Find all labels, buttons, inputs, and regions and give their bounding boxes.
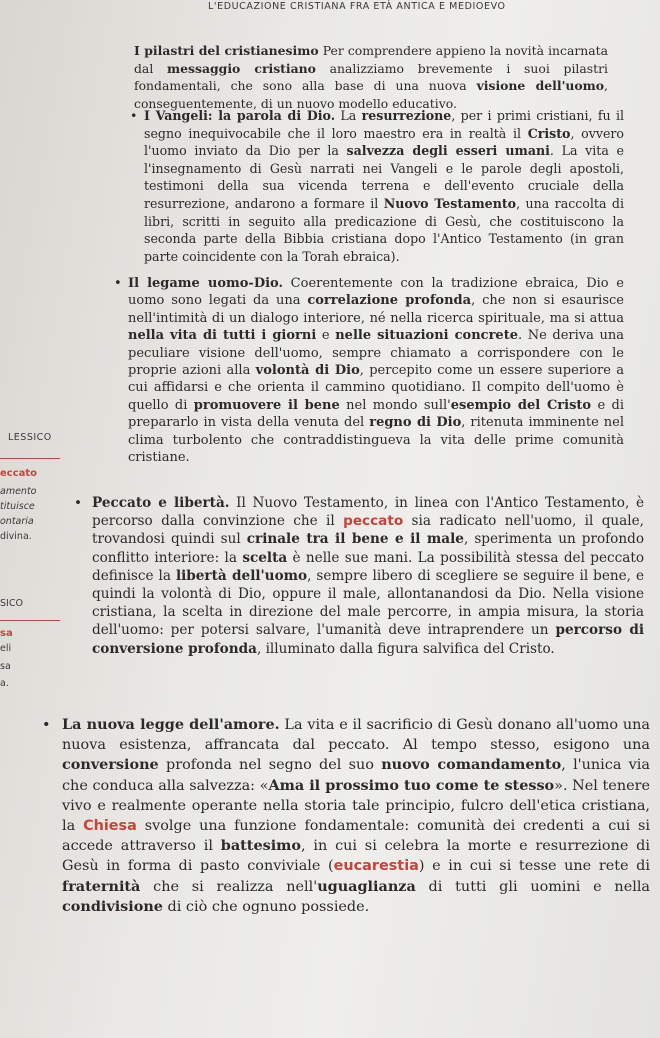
glossary-entry: sa <box>0 628 13 639</box>
glossary-entry-peccato: eccato <box>0 468 38 479</box>
divider <box>0 458 60 459</box>
glossary-term-eucarestia[interactable]: eucarestia <box>333 858 419 875</box>
bullet-dot: • <box>130 108 138 123</box>
bullet-vangeli: • I Vangeli: la parola di Dio. La resurrezione, per i primi cristiani, fu il segno inequivocabile che il loro maestro era in realtà il Cristo, ovvero l'uomo inviato da Dio per la salvezza degli esseri umani. La vita e l'insegnamento di Gesù narrati nei Vangeli e le parole degli apostoli, testimoni della sua vicenda terrena e dell'evento cruciale della resurrezione, andarono a formare il Nuovo Testamento, una raccolta di libri, scritti in seguito alla predicazione di Gesù, che costituiscono la seconda parte della Bibbia cristiana dopo l'Antico Testamento (in gran parte coincidente con la Torah ebraica). <box>130 108 625 264</box>
bullet-legame: • Il legame uomo-Dio. Coerentemente con la tradizione ebraica, Dio e uomo sono legati da una correlazione profonda, che non si esaurisce nell'intimità di un dialogo interiore, né nella ricerca spirituale, ma si attua nella vita di tutti i giorni e nelle situazioni concrete. Ne deriva una peculiare visione dell'uomo, sempre chiamato a corrispondere con le proprie azioni alla volontà di Dio, percepito come un essere superiore a cui affidarsi e che orienta il cammino quotidiano. Il compito dell'uomo è quello di promuovere il bene nel mondo sull'esempio del Cristo e di prepararlo in vista della venuta del regno di Dio, ritenuta imminente nel clima turbolento che contraddistingueva la vita delle prime comunità cristiane. <box>114 276 625 466</box>
bullet-dot: • <box>114 276 122 291</box>
intro-lead: I pilastri del cristianesimo <box>134 43 319 58</box>
glossary-text-line: ontaria <box>0 516 34 527</box>
glossary-text-line: amento <box>0 486 37 497</box>
bullet-heading: I Vangeli: la parola di Dio. <box>144 108 336 123</box>
glossary-text-line: a. <box>0 678 9 689</box>
glossary-term-peccato[interactable]: peccato <box>343 513 404 530</box>
glossary-text-line: divina. <box>0 531 32 542</box>
divider <box>0 620 60 621</box>
bullet-peccato: • Peccato e libertà. Il Nuovo Testamento, in linea con l'Antico Testamento, è percorso dalla convinzione che il peccato sia radicato nell'uomo, il quale, trovandosi quindi sul crinale tra il bene e il male, sperimenta un profondo conflitto interiore: la scelta è nelle sue mani. La possibilità stessa del peccato definisce la libertà dell'uomo, sempre libero di scegliere se seguire il bene, e quindi la volontà di Dio, oppure il male, allontanandosi da Dio. Nella visione cristiana, la scelta in direzione del male percorre, in ampia misura, la storia dell'uomo: per potersi salvare, l'umanità deve intraprendere un percorso di conversione profonda, illuminato dalla figura salvifica del Cristo. <box>74 495 645 657</box>
bullet-heading: Peccato e libertà. <box>92 495 230 511</box>
lessico-label: LESSICO <box>8 432 52 443</box>
intro-paragraph: I pilastri del cristianesimo Per comprendere appieno la novità incarnata dal messaggio cristiano analizziamo brevemente i suoi pilastri fondamentali, che sono alla base di una nuova visione dell'uomo, conseguentemente, di un nuovo modello educativo. <box>134 43 609 111</box>
glossary-text-line: tituisce <box>0 501 35 512</box>
bullet-heading: La nuova legge dell'amore. <box>62 716 280 733</box>
lessico-label-2: SICO <box>0 598 23 609</box>
glossary-text-line: eli <box>0 643 12 654</box>
running-head: L'EDUCAZIONE CRISTIANA FRA ETÀ ANTICA E MEDIOEVO <box>208 1 506 12</box>
glossary-term-chiesa[interactable]: Chiesa <box>83 818 137 835</box>
bullet-dot: • <box>42 717 51 733</box>
bullet-legge-amore: • La nuova legge dell'amore. La vita e il sacrificio di Gesù donano all'uomo una nuova esistenza, affrancata dal peccato. Al tempo stesso, esigono una conversione profonda nel segno del suo nuovo comandamento, l'unica via che conduca alla salvezza: «Ama il prossimo tuo come te stesso». Nel tenere vivo e realmente operante nella storia tale principio, fulcro dell'etica cristiana, la Chiesa svolge una funzione fondamentale: comunità dei credenti a cui si accede attraverso il battesimo, in cui si celebra la morte e resurrezione di Gesù in forma di pasto conviviale (eucarestia) e in cui si tesse une rete di fraternità che si realizza nell'uguaglianza di tutti gli uomini e nella condivisione di ciò che ognuno possiede. <box>42 716 650 915</box>
bullet-dot: • <box>74 495 83 511</box>
glossary-text-line: sa <box>0 661 11 672</box>
bullet-heading: Il legame uomo-Dio. <box>128 276 284 291</box>
